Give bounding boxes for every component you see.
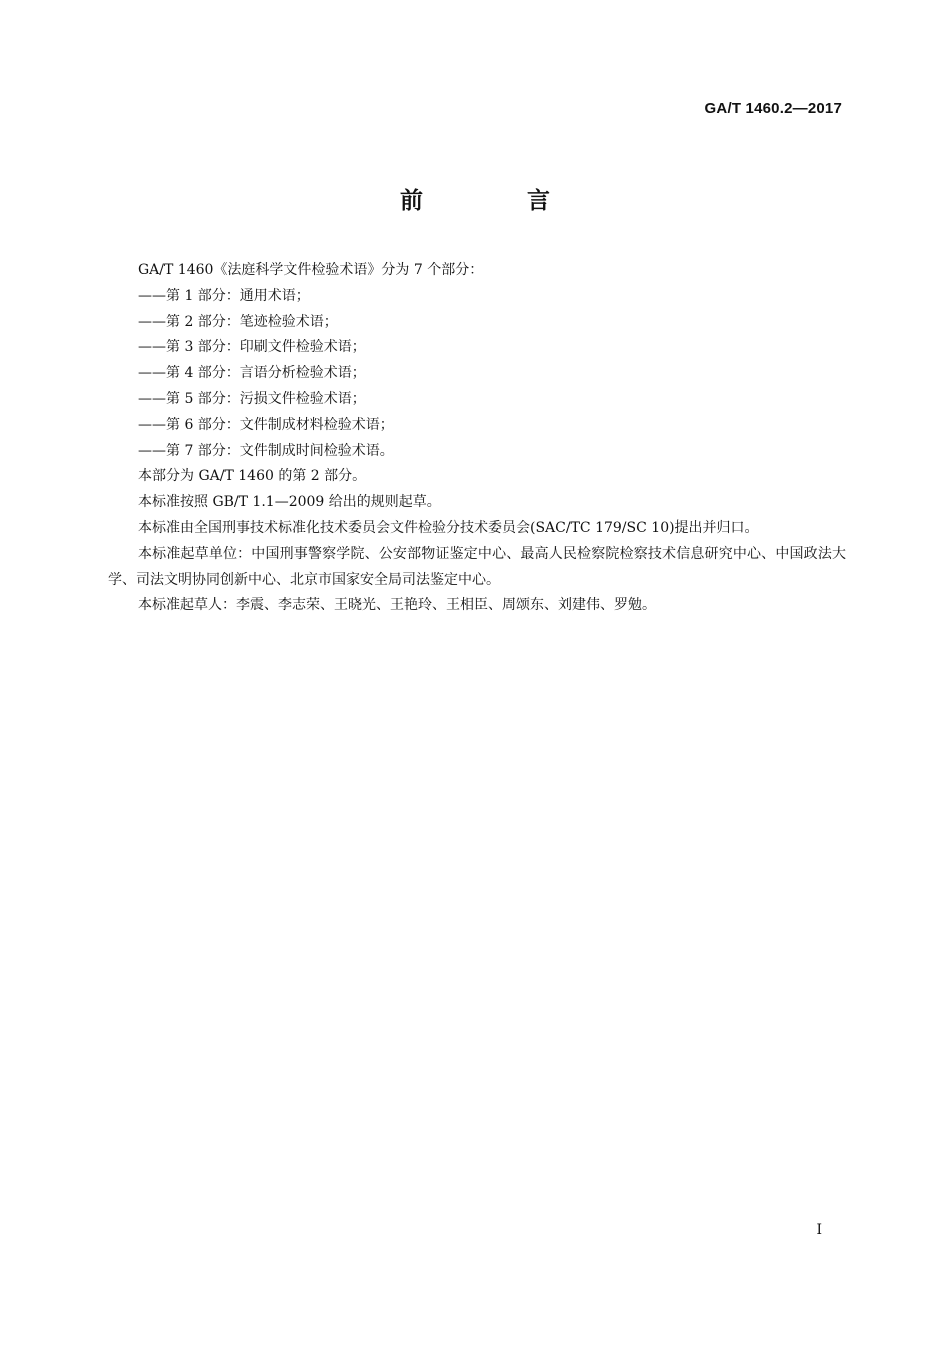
paragraph-drafting-units: 本标准起草单位：中国刑事警察学院、公安部物证鉴定中心、最高人民检察院检察技术信息研究中心、中国政法大学、司法文明协同创新中心、北京市国家安全局司法鉴定中心。 (108, 545, 846, 588)
standard-code: GA/T 1460.2—2017 (704, 100, 842, 117)
paragraph-this-part: 本部分为 GA/T 1460 的第 2 部分。 (138, 468, 367, 485)
foreword-body (108, 258, 846, 619)
list-item-part-4: ——第 4 部分：言语分析检验术语； (138, 365, 366, 382)
page-number: I (816, 1222, 822, 1238)
paragraph-drafting-rules: 本标准按照 GB/T 1.1—2009 给出的规则起草。 (138, 494, 441, 511)
page-title: 前 言 (399, 188, 598, 214)
paragraph-parts-intro: GA/T 1460《法庭科学文件检验术语》分为 7 个部分： (138, 262, 484, 278)
list-item-part-6: ——第 6 部分：文件制成材料检验术语； (138, 416, 394, 433)
paragraph-drafters: 本标准起草人：李震、李志荣、王晓光、王艳玲、王相臣、周颂东、刘建伟、罗勉。 (138, 597, 656, 614)
list-item-part-5: ——第 5 部分：污损文件检验术语； (138, 390, 366, 407)
list-item-part-2: ——第 2 部分：笔迹检验术语； (138, 313, 338, 330)
list-item-part-1: ——第 1 部分：通用术语； (138, 287, 310, 304)
list-item-part-7: ——第 7 部分：文件制成时间检验术语。 (138, 442, 394, 459)
paragraph-proposer: 本标准由全国刑事技术标准化技术委员会文件检验分技术委员会(SAC/TC 179/SC 10)提出并归口。 (138, 519, 759, 536)
list-item-part-3: ——第 3 部分：印刷文件检验术语； (138, 339, 366, 356)
